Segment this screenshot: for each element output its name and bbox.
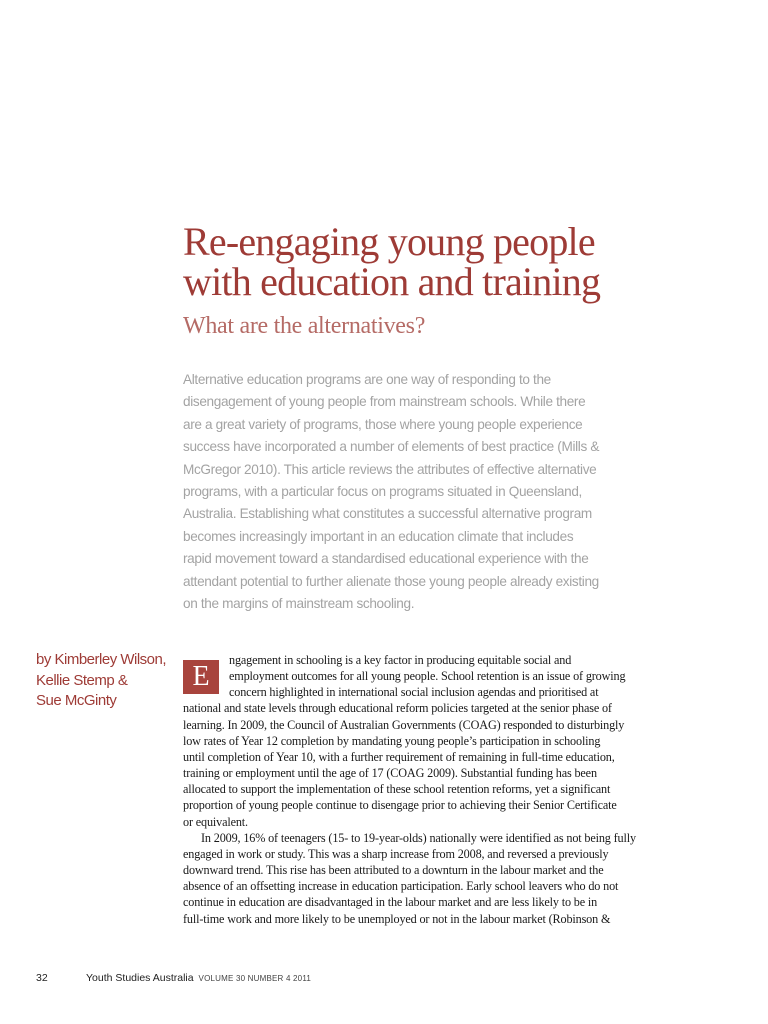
body-line: engaged in work or study. This was a sharp increase from 2008, and reversed a previously [183,846,609,861]
body-line: proportion of young people continue to disengage prior to achieving their Senior Certificate [183,798,617,813]
abstract-line: rapid movement toward a standardised educational experience with the [183,551,589,567]
body-line: allocated to support the implementation of these school retention reforms, yet a significant [183,782,611,797]
abstract-line: Australia. Establishing what constitutes a successful alternative program [183,506,592,522]
body-line: low rates of Year 12 completion by mandating young people’s participation in schooling [183,733,601,748]
abstract-line: are a great variety of programs, those where young people experience [183,416,583,432]
body-text [183,652,683,927]
article-subtitle: What are the alternatives? [183,313,426,339]
abstract-line: McGregor 2010). This article reviews the attributes of effective alternative [183,461,597,477]
body-line: In 2009, 16% of teenagers (15- to 19-year-olds) nationally were identified as not being fully [201,830,636,845]
body-line: until completion of Year 10, with a further requirement of remaining in full-time education, [183,749,615,764]
author-byline [36,650,176,712]
body-line: training or employment until the age of 17 (COAG 2009). Substantial funding has been [183,766,597,781]
body-line: learning. In 2009, the Council of Australian Governments (COAG) responded to disturbingly [183,717,625,732]
abstract-line: Alternative education programs are one way of responding to the [183,372,551,387]
page-number: 32 [36,972,48,984]
article-title [183,219,743,304]
title-line-2: with education and training [183,259,601,304]
body-line: or equivalent. [183,814,248,829]
journal-volume: VOLUME 30 NUMBER 4 2011 [198,974,312,983]
author-line: Kellie Stemp & [36,671,128,689]
title-line-1: Re-engaging young people [183,219,595,264]
body-line: employment outcomes for all young people. School retention is an issue of growing [229,669,626,684]
journal-name: Youth Studies Australia [86,972,194,984]
body-line: national and state levels through educational reform policies targeted at the senior phase of [183,701,612,716]
abstract-line: programs, with a particular focus on programs situated in Queensland, [183,484,582,500]
drop-cap: E [183,660,219,694]
abstract-line: becomes increasingly important in an education climate that includes [183,528,574,544]
body-line: full-time work and more likely to be unemployed or not in the labour market (Robinson & [183,911,611,926]
journal-info [86,972,311,984]
body-line: absence of an offsetting increase in education participation. Early school leavers who do not [183,879,619,894]
body-line: downward trend. This rise has been attributed to a downturn in the labour market and the [183,863,604,878]
abstract-line: on the margins of mainstream schooling. [183,596,415,612]
body-line: continue in education are disadvantaged in the labour market and are less likely to be in [183,895,598,910]
abstract-line: success have incorporated a number of elements of best practice (Mills & [183,439,600,455]
abstract-line: attendant potential to further alienate those young people already existing [183,573,599,589]
author-line: Sue McGinty [36,692,117,709]
abstract-line: disengagement of young people from mainstream schools. While there [183,394,586,410]
author-line: by Kimberley Wilson, [36,651,167,668]
abstract [183,369,623,615]
body-line: concern highlighted in international social inclusion agendas and prioritised at [229,685,599,700]
body-line: ngagement in schooling is a key factor in producing equitable social and [229,653,572,667]
